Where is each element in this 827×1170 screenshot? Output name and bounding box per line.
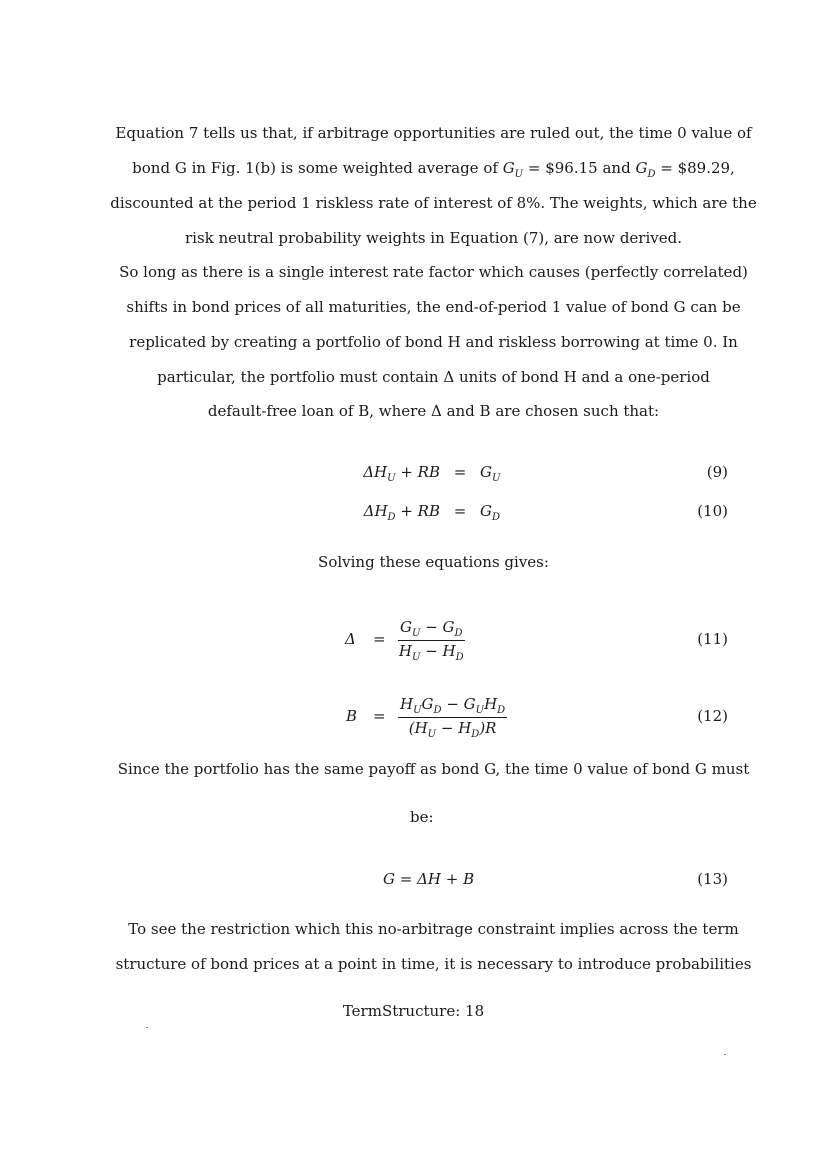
equation-9: [0, 463, 827, 489]
eq12-fraction: [398, 695, 507, 740]
para2-line4: particular, the portfolio must contain Δ units of bond H and a one-period: [157, 368, 710, 386]
eq11-lhs: Δ: [345, 630, 356, 648]
gu-symbol: G: [502, 159, 515, 177]
equation-13: [0, 870, 827, 896]
para4-line1: To see the restriction which this no-arbitrage constraint implies across the term: [128, 920, 739, 938]
para2-line1: So long as there is a single interest rate factor which causes (perfectly correlated): [119, 263, 748, 281]
eq12-equals: =: [373, 707, 386, 725]
equation-12: [0, 695, 827, 741]
eq11-fraction: [398, 618, 465, 663]
para2-line3: replicated by creating a portfolio of bond H and riskless borrowing at time 0. In: [129, 333, 738, 351]
eq13-number: (13): [697, 870, 728, 888]
para4-line2: structure of bond prices at a point in time, it is necessary to introduce probabilities: [115, 955, 752, 973]
eq10-lhs: $\Delta H_D$ + RB: [363, 502, 440, 523]
gd-subscript: D: [647, 169, 656, 180]
eq9-rhs: $G_U$: [480, 463, 501, 484]
para1-line1: Equation 7 tells us that, if arbitrage opportunities are ruled out, the time 0 value of: [115, 124, 752, 142]
eq12-lhs: B: [346, 707, 358, 725]
eq12-denominator: $(H_U - H_D)R$: [408, 719, 497, 740]
scan-speck: [146, 1027, 148, 1028]
eq9-equals: =: [453, 463, 467, 481]
eq11-number: (11): [697, 630, 728, 648]
page-footer: TermStructure: 18: [342, 1002, 485, 1020]
eq12-number: (12): [697, 707, 728, 725]
gu-value: = $96.15 and: [523, 159, 636, 177]
eq11-numerator: $G_U - G_D$: [400, 618, 463, 639]
equation-10: [0, 502, 827, 528]
eq9-lhs: $\Delta H_U$ + RB: [363, 463, 440, 484]
eq12-numerator: $H_UG_D - G_UH_D$: [400, 695, 506, 716]
gu-subscript: U: [514, 169, 524, 180]
scan-speck: [724, 1054, 726, 1055]
equation-11: [0, 618, 827, 664]
solving-text: Solving these equations gives:: [318, 553, 549, 571]
eq9-number: (9): [706, 463, 728, 481]
para1-line2-pre: bond G in Fig. 1(b) is some weighted average of: [132, 159, 503, 177]
para1-line2: [100, 159, 767, 180]
para2-line5: default-free loan of B, where Δ and B are chosen such that:: [207, 402, 660, 420]
para3-line1: Since the portfolio has the same payoff as bond G, the time 0 value of bond G must: [117, 760, 750, 778]
para1-line4: risk neutral probability weights in Equation (7), are now derived.: [185, 229, 682, 247]
eq13-expression: G = ΔH + B: [383, 870, 475, 888]
gd-value: = $89.29,: [655, 159, 735, 177]
eq11-equals: =: [373, 630, 386, 648]
para1-line3: discounted at the period 1 riskless rate of interest of 8%. The weights, which are the: [110, 194, 757, 212]
eq10-number: (10): [697, 502, 728, 520]
eq11-denominator: $H_U - H_D$: [398, 642, 464, 663]
eq10-rhs: $G_D$: [480, 502, 501, 523]
para2-line2: shifts in bond prices of all maturities, the end-of-period 1 value of bond G can be: [126, 298, 741, 316]
eq10-equals: =: [453, 502, 467, 520]
gd-symbol: G: [635, 159, 648, 177]
para3-line2: be:: [410, 808, 434, 826]
